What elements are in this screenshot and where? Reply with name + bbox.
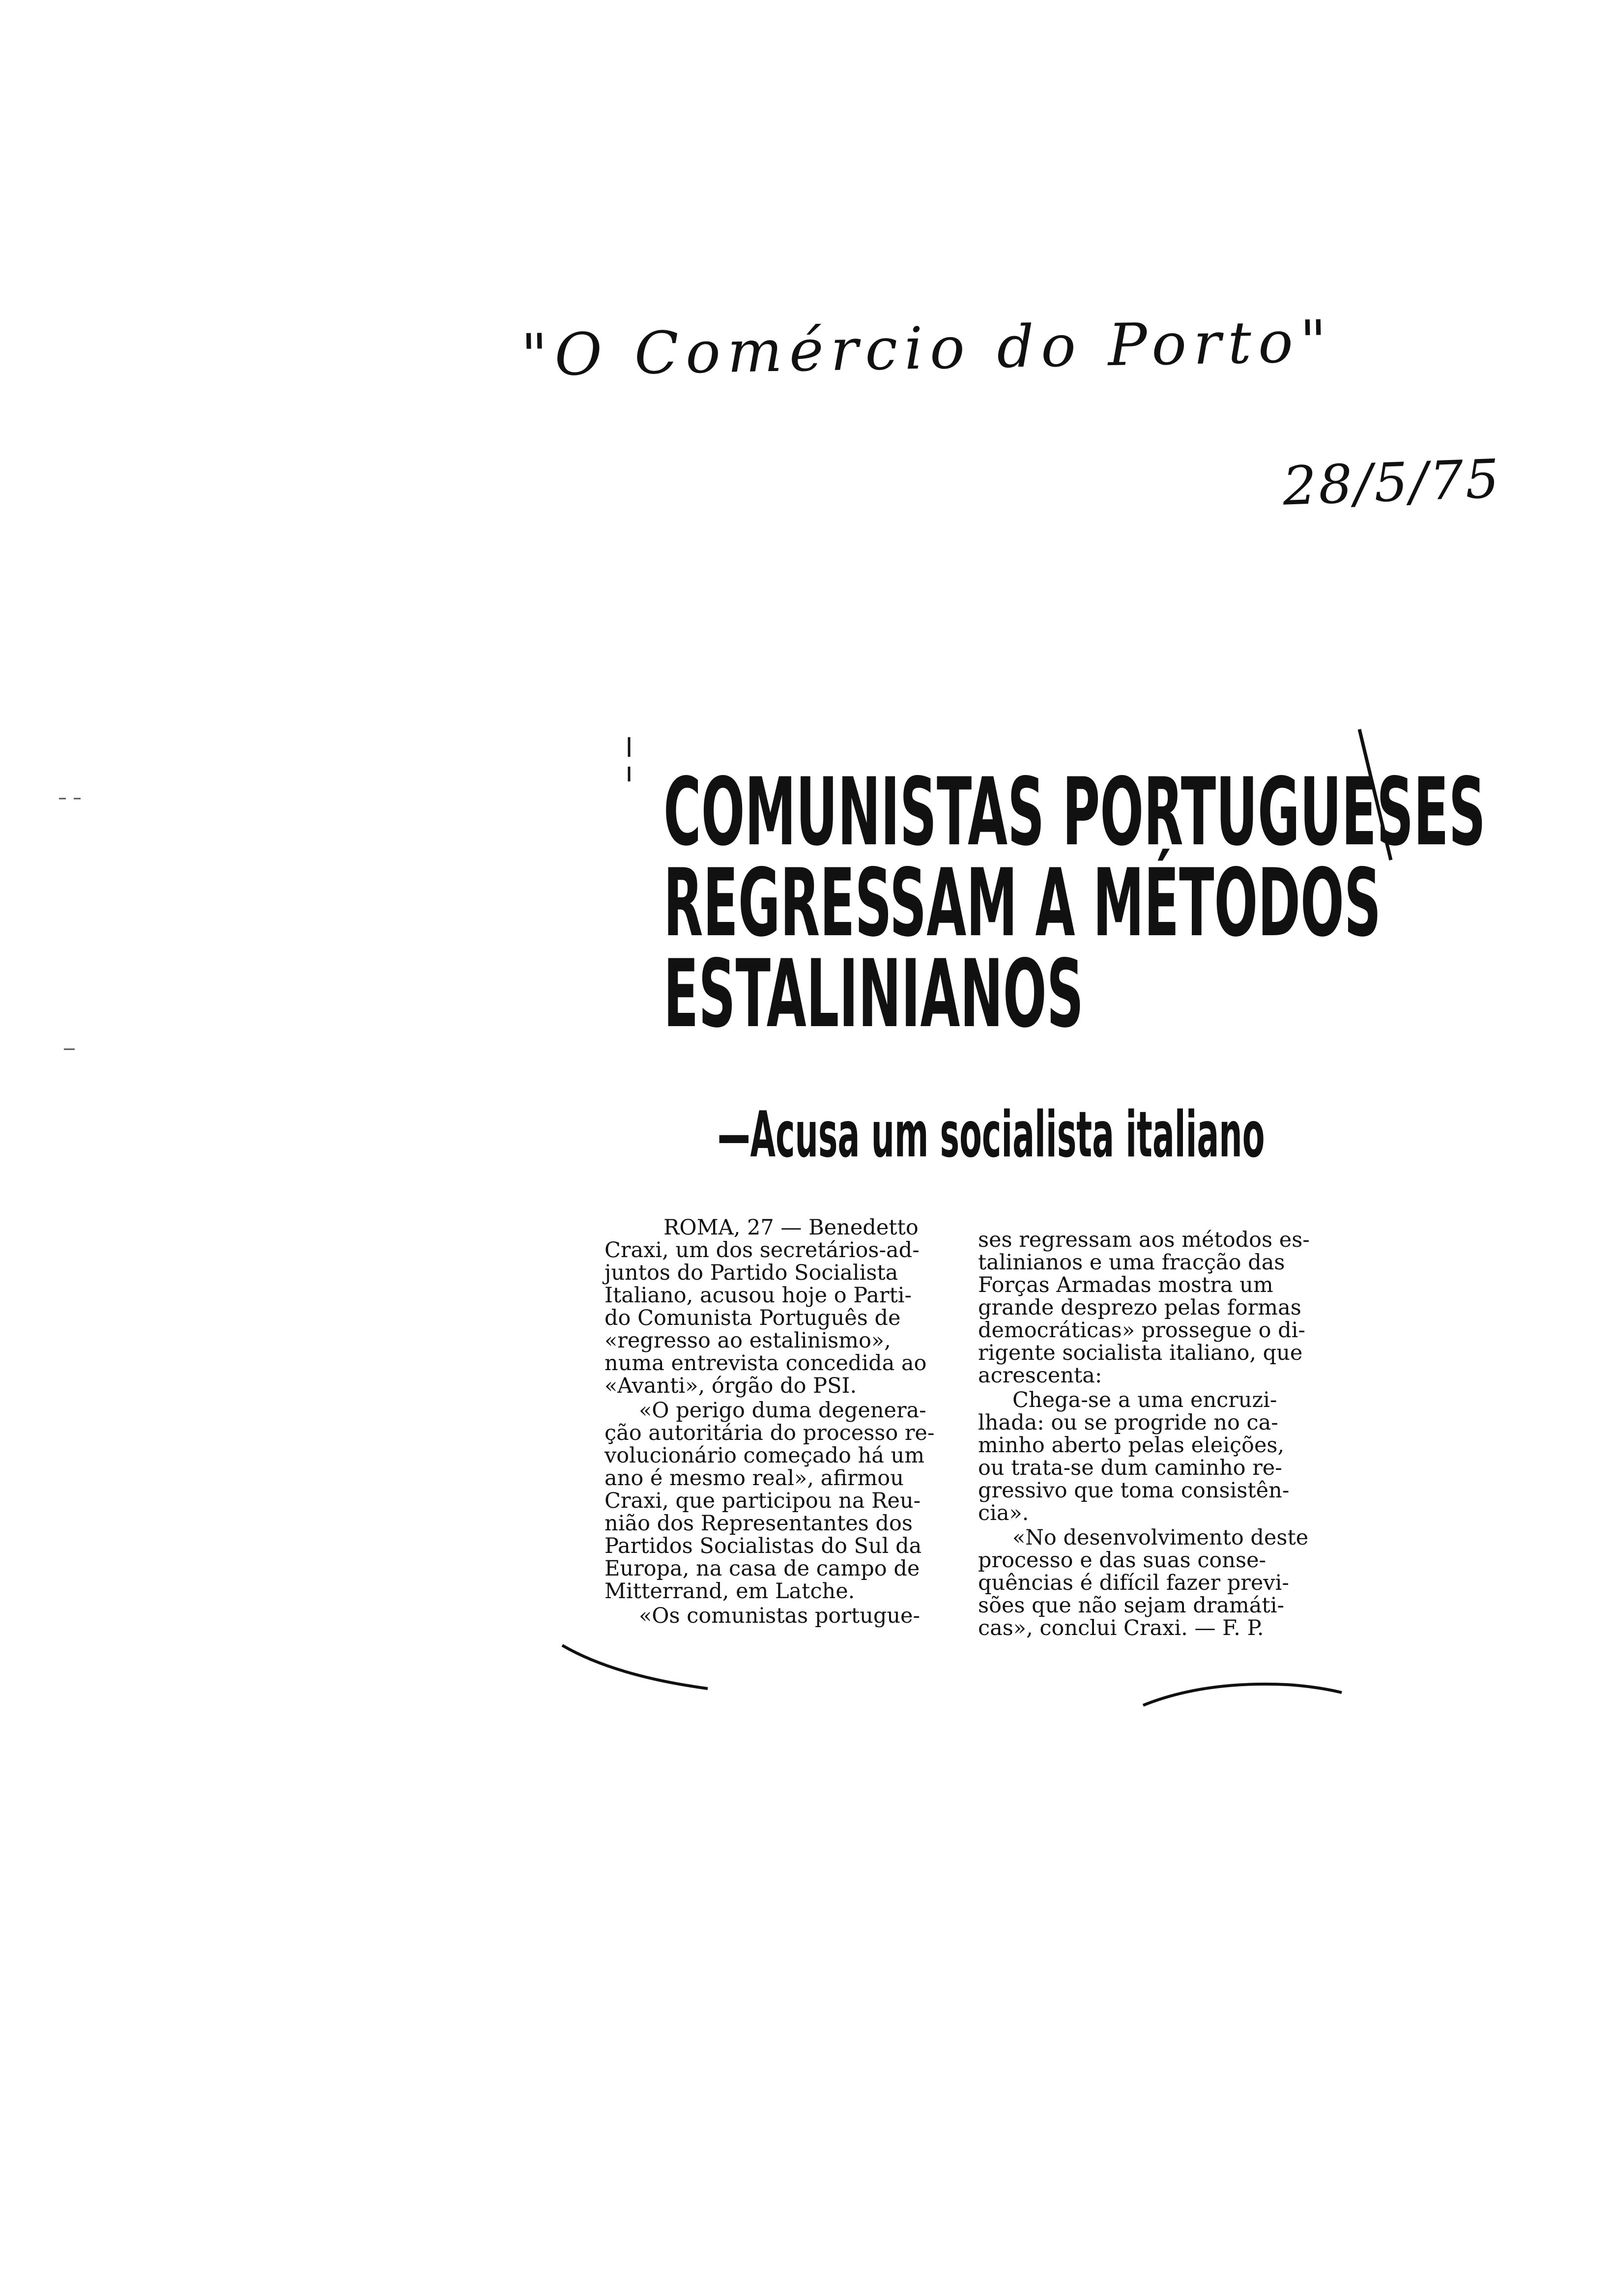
text-line: volucionário começado há um bbox=[604, 1443, 925, 1468]
text-line: ano é mesmo real», afirmou bbox=[604, 1466, 904, 1491]
text-line: Craxi, um dos secretários-ad- bbox=[604, 1238, 920, 1263]
text-line: ses regressam aos métodos es- bbox=[978, 1228, 1310, 1252]
text-line: «O perigo duma degenera- bbox=[639, 1398, 926, 1423]
text-line: gressivo que toma consistên- bbox=[978, 1478, 1290, 1503]
text-line: do Comunista Português de bbox=[604, 1306, 901, 1330]
text-line: cas», conclui Craxi. — F. P. bbox=[978, 1616, 1264, 1640]
headline-line: REGRESSAM A MÉTODOS bbox=[663, 849, 1382, 957]
paragraph bbox=[604, 1399, 958, 1603]
clipping-cut-edge-right bbox=[1140, 1671, 1347, 1710]
scan-speck bbox=[59, 796, 88, 801]
text-line: grande desprezo pelas formas bbox=[978, 1295, 1301, 1320]
text-line: «Os comunistas portugue- bbox=[639, 1604, 921, 1628]
text-line: quências é difícil fazer previ- bbox=[978, 1571, 1289, 1595]
scan-edge-mark-left bbox=[624, 737, 634, 865]
text-line: Chega-se a uma encruzi- bbox=[1012, 1388, 1277, 1412]
text-line: processo e das suas conse- bbox=[978, 1548, 1267, 1573]
article-column-left bbox=[604, 1216, 958, 1627]
text-line: ROMA, 27 — Benedetto bbox=[663, 1215, 919, 1240]
text-line: rigente socialista italiano, que bbox=[978, 1341, 1303, 1365]
text-line: ção autoritária do processo re- bbox=[604, 1421, 935, 1445]
paragraph bbox=[604, 1605, 958, 1627]
text-line: Mitterrand, em Latche. bbox=[604, 1579, 855, 1604]
text-line: «Avanti», órgão do PSI. bbox=[604, 1374, 857, 1398]
text-line: talinianos e uma fracção das bbox=[978, 1250, 1285, 1275]
article-column-right bbox=[978, 1229, 1332, 1639]
text-line: minho aberto pelas eleições, bbox=[978, 1433, 1285, 1458]
paragraph bbox=[978, 1389, 1332, 1524]
text-line: nião dos Representantes dos bbox=[604, 1511, 913, 1536]
subheadline: —Acusa um socialista italiano bbox=[718, 1098, 1265, 1172]
paragraph bbox=[604, 1216, 958, 1397]
text-line: Craxi, que participou na Reu- bbox=[604, 1489, 921, 1513]
text-line: Forças Armadas mostra um bbox=[978, 1273, 1273, 1297]
text-line: sões que não sejam dramáti- bbox=[978, 1593, 1284, 1618]
text-line: «No desenvolvimento deste bbox=[1012, 1525, 1309, 1550]
text-line: juntos do Partido Socialista bbox=[604, 1261, 898, 1285]
text-line: Italiano, acusou hoje o Parti- bbox=[604, 1283, 912, 1308]
text-line: ou trata-se dum caminho re- bbox=[978, 1456, 1282, 1480]
text-line: Partidos Socialistas do Sul da bbox=[604, 1534, 922, 1558]
clipping-cut-edge-left bbox=[560, 1641, 718, 1695]
text-line: democráticas» prossegue o di- bbox=[978, 1318, 1305, 1343]
headline-line: ESTALINIANOS bbox=[663, 940, 1084, 1048]
text-line: acrescenta: bbox=[978, 1363, 1102, 1388]
scan-speck bbox=[64, 1047, 84, 1052]
text-line: lhada: ou se progride no ca- bbox=[978, 1410, 1278, 1435]
text-line: cia». bbox=[978, 1501, 1029, 1525]
handwritten-source-note: "O Comércio do Porto" bbox=[520, 307, 1334, 389]
text-line: «regresso ao estalinismo», bbox=[604, 1328, 891, 1353]
headline bbox=[663, 758, 1486, 1048]
handwritten-date-note: 28/5/75 bbox=[1281, 448, 1502, 517]
paragraph bbox=[978, 1526, 1332, 1639]
paragraph bbox=[978, 1229, 1332, 1387]
text-line: Europa, na casa de campo de bbox=[604, 1556, 920, 1581]
headline-line: COMUNISTAS PORTUGUESES bbox=[663, 758, 1486, 866]
text-line: numa entrevista concedida ao bbox=[604, 1351, 927, 1376]
